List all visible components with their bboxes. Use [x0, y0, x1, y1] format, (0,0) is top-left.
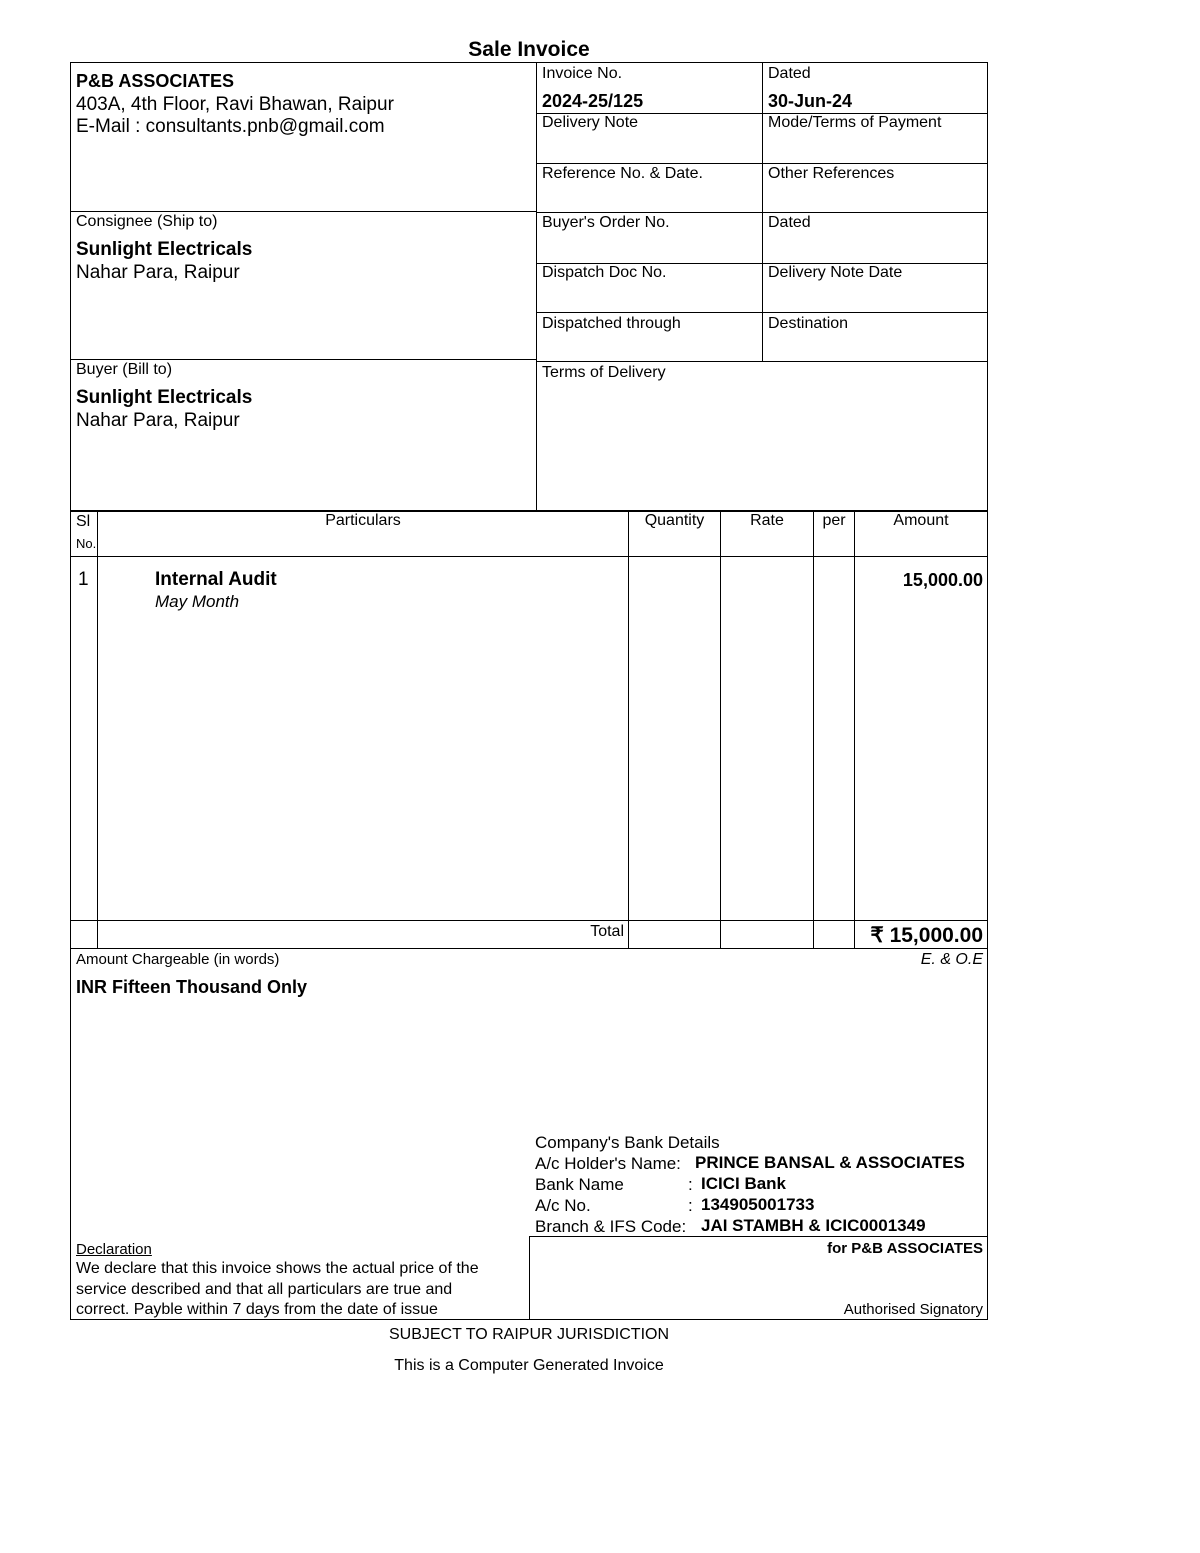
dated-label: Dated: [768, 65, 811, 82]
declaration-line-3: correct. Payble within 7 days from the date of issue: [76, 1301, 438, 1318]
dispatch-doc-label: Dispatch Doc No.: [542, 264, 667, 281]
col-per: per: [822, 512, 846, 529]
buyer-label: Buyer (Bill to): [76, 361, 173, 378]
delivery-note-label: Delivery Note: [542, 114, 639, 131]
terms-of-delivery-label: Terms of Delivery: [542, 364, 666, 381]
total-amount: ₹ 15,000.00: [870, 924, 983, 947]
destination-label: Destination: [768, 315, 849, 332]
total-label: Total: [590, 923, 624, 940]
seller-email: E-Mail : consultants.pnb@gmail.com: [76, 116, 385, 137]
consignee-name: Sunlight Electricals: [76, 239, 253, 260]
buyers-order-label: Buyer's Order No.: [542, 214, 670, 231]
col-sl-no-label: No.: [76, 536, 97, 551]
bank-holder-value: PRINCE BANSAL & ASSOCIATES: [695, 1153, 965, 1172]
jurisdiction-note: SUBJECT TO RAIPUR JURISDICTION: [388, 1326, 670, 1343]
bank-branch-value: JAI STAMBH & ICIC0001349: [701, 1216, 926, 1235]
bank-name-label: Bank Name: [535, 1175, 624, 1194]
mode-terms-label: Mode/Terms of Payment: [768, 114, 942, 131]
invoice-no-value: 2024-25/125: [542, 91, 644, 111]
col-quantity: Quantity: [644, 512, 705, 529]
computer-generated-note: This is a Computer Generated Invoice: [394, 1357, 664, 1374]
item-amount: 15,000.00: [902, 570, 983, 590]
declaration-line-2: service described and that all particulars are true and: [76, 1281, 453, 1298]
item-sl: 1: [78, 569, 89, 590]
amount-words-label: Amount Chargeable (in words): [76, 951, 280, 968]
authorised-signatory: Authorised Signatory: [843, 1301, 983, 1318]
consignee-address: Nahar Para, Raipur: [76, 262, 240, 283]
other-references-label: Other References: [768, 165, 895, 182]
col-rate: Rate: [750, 512, 784, 529]
col-amount: Amount: [893, 512, 949, 529]
col-sl-label: Sl: [76, 513, 91, 530]
bank-branch-label: Branch & IFS Code:: [535, 1217, 687, 1236]
eoe-label: E. & O.E: [920, 951, 983, 968]
buyer-address: Nahar Para, Raipur: [76, 410, 240, 431]
bank-name-colon: :: [688, 1175, 693, 1194]
bank-heading: Company's Bank Details: [535, 1133, 720, 1152]
declaration-line-1: We declare that this invoice shows the actual price of the: [76, 1260, 479, 1277]
amount-words-value: INR Fifteen Thousand Only: [76, 977, 308, 997]
col-particulars: Particulars: [325, 512, 401, 529]
dispatched-through-label: Dispatched through: [542, 315, 681, 332]
order-dated-label: Dated: [768, 214, 811, 231]
item-description: May Month: [155, 592, 240, 611]
reference-label: Reference No. & Date.: [542, 165, 703, 182]
bank-acc-colon: :: [688, 1196, 693, 1215]
delivery-note-date-label: Delivery Note Date: [768, 264, 903, 281]
bank-acc-value: 134905001733: [701, 1195, 815, 1214]
bank-acc-label: A/c No.: [535, 1196, 591, 1215]
consignee-label: Consignee (Ship to): [76, 213, 218, 230]
bank-name-value: ICICI Bank: [701, 1174, 787, 1193]
item-name: Internal Audit: [155, 569, 277, 590]
declaration-label: Declaration: [76, 1241, 152, 1258]
dated-value: 30-Jun-24: [768, 91, 853, 111]
bank-holder-label: A/c Holder's Name:: [535, 1154, 681, 1173]
seller-name: P&B ASSOCIATES: [76, 71, 235, 91]
invoice-title: Sale Invoice: [468, 38, 590, 61]
buyer-name: Sunlight Electricals: [76, 387, 253, 408]
invoice-no-label: Invoice No.: [542, 65, 623, 82]
seller-address: 403A, 4th Floor, Ravi Bhawan, Raipur: [76, 94, 394, 115]
for-company: for P&B ASSOCIATES: [827, 1240, 983, 1257]
